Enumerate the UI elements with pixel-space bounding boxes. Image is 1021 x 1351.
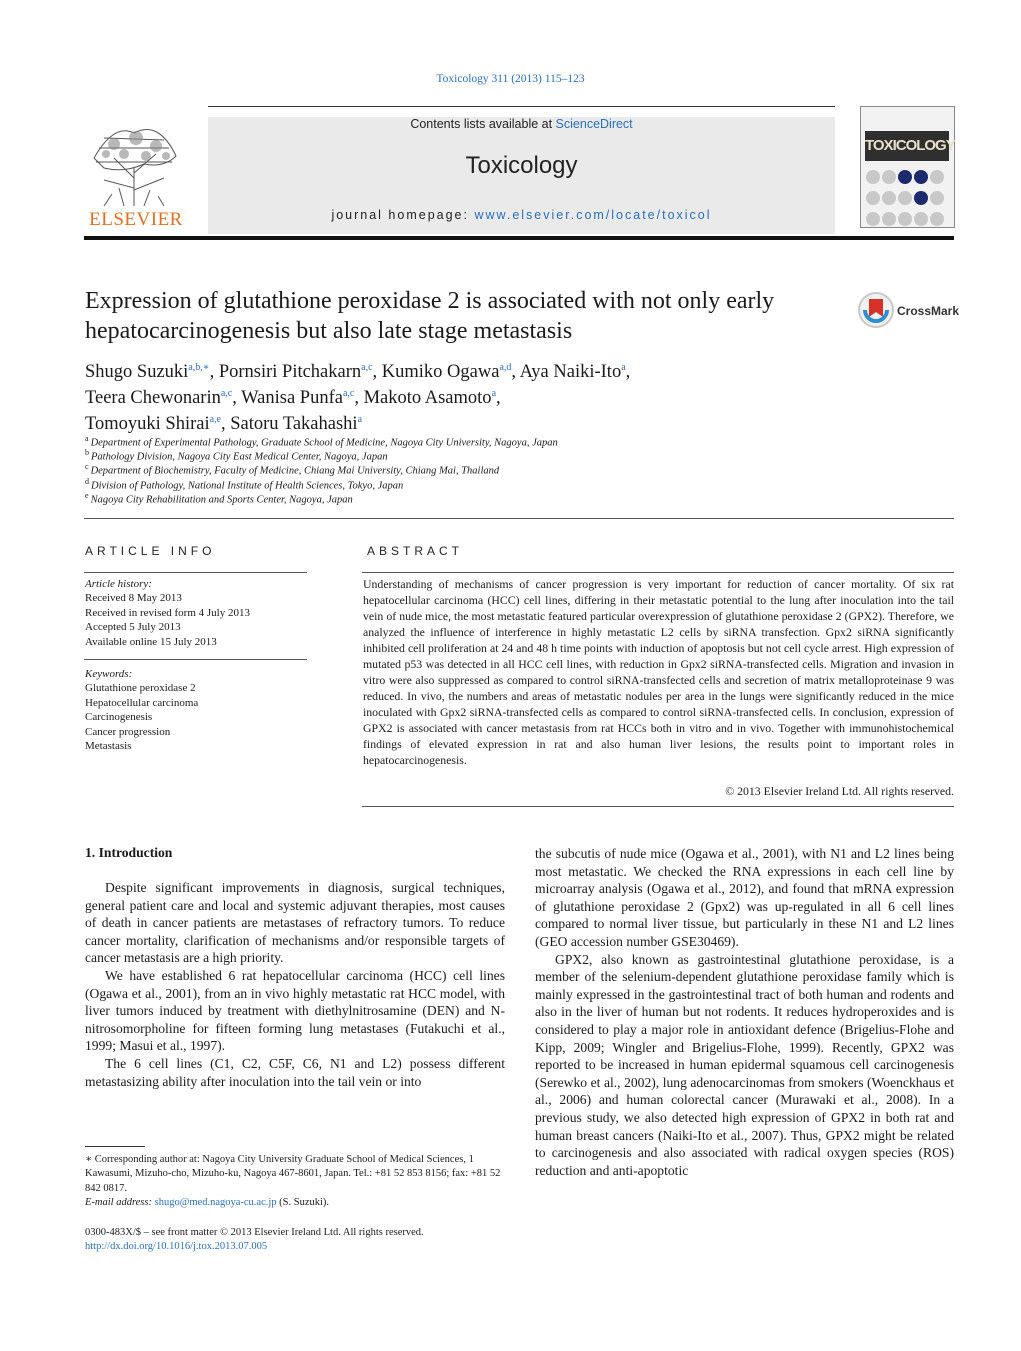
cover-dot	[898, 170, 912, 184]
author-affil-sup[interactable]: a	[357, 414, 363, 426]
author-name: Tomoyuki Shirai	[85, 414, 210, 435]
email-label: E-mail address:	[85, 1197, 155, 1208]
journal-citation-link[interactable]: Toxicology 311 (2013) 115–123	[436, 73, 585, 85]
keyword: Metastasis	[85, 740, 132, 753]
affiliation-text: Nagoya City Rehabilitation and Sports Center, Nagoya, Japan	[90, 494, 353, 506]
cover-dot	[898, 212, 912, 226]
body-paragraph: The 6 cell lines (C1, C2, C5F, C6, N1 and L2) possess different metastasizing ability after inoculation into the tail vein or into	[85, 1055, 505, 1089]
journal-cover-thumbnail[interactable]	[860, 106, 955, 228]
affiliation-key: d	[85, 477, 89, 486]
author-separator: ,	[209, 362, 219, 383]
author-separator: ,	[372, 362, 382, 383]
abstract-copyright: © 2013 Elsevier Ireland Ltd. All rights reserved.	[725, 784, 954, 798]
keyword: Carcinogenesis	[85, 711, 153, 724]
footnote-rule	[85, 1146, 145, 1147]
masthead-bottom-rule	[84, 236, 954, 240]
cover-dot-pattern	[865, 169, 951, 232]
author-name: Teera Chewonarin	[85, 388, 221, 409]
corresponding-author-note: ∗ Corresponding author at: Nagoya City University Graduate School of Medical Sciences, 1 Kawasumi, Mizuho-cho, Mizuho-ku, Nagoya 467-8601, Japan. Tel.: +81 52 853 8156; fax: +81 52 842 0817.	[85, 1154, 501, 1194]
cover-dot	[930, 170, 944, 184]
author-separator: ,	[496, 388, 501, 409]
cover-dot	[898, 191, 912, 205]
keyword: Glutathione peroxidase 2	[85, 682, 196, 695]
affiliation	[85, 489, 885, 508]
journal-homepage-line	[208, 208, 835, 222]
author[interactable]	[241, 388, 363, 408]
author-affil-sup[interactable]: a,d	[499, 362, 512, 373]
front-matter-rule	[84, 518, 954, 519]
body-column-right	[535, 845, 954, 1179]
abstract-bottom-rule	[362, 806, 954, 807]
article-history-label: Article history:	[85, 578, 152, 590]
body-paragraph: the subcutis of nude mice (Ogawa et al., 2001), with N1 and L2 lines being most metastatic. We checked the RNA expressions in each cell line by microarray analysis (Ogawa et al., 2012), and found that mRNA expression of glutathione peroxidase 2 (Gpx2) was up-regulated in all 6 cell lines compared to normal liver tissue, but particularly in these N1 and L2 lines (GEO accession number GSE30469).	[535, 846, 954, 949]
author-separator: ,	[221, 414, 231, 435]
author-name: Shugo Suzuki	[85, 362, 189, 383]
author[interactable]	[382, 362, 520, 382]
cover-dot	[914, 170, 928, 184]
homepage-url-link[interactable]: www.elsevier.com/locate/toxicol	[474, 208, 712, 222]
author[interactable]	[219, 362, 382, 382]
author-affil-sup[interactable]: a	[491, 388, 497, 400]
author-affil-sup[interactable]: a,b,∗	[188, 362, 210, 373]
author-name: Pornsiri Pitchakarn	[218, 362, 362, 383]
article-title: Expression of glutathione peroxidase 2 is associated with not only early hepatocarcinogenesis but also late stage metastasis	[85, 288, 775, 344]
elsevier-wordmark[interactable]: ELSEVIER	[89, 209, 183, 230]
author-affil-sup[interactable]: a,c	[361, 362, 373, 373]
contents-prefix: Contents lists available at	[410, 117, 556, 131]
author-name: Satoru Takahashi	[230, 414, 358, 435]
body-paragraph: GPX2, also known as gastrointestinal glutathione peroxidase, is a member of the selenium-dependent glutathione peroxidase family which is mainly expressed in the gastrointestinal tract of both human and rodents and also in the liver of human but not rodents. It reduces hydroperoxides and is considered to play a major role in antioxidant defence (Brigelius-Flohe and Kipp, 2009; Wingler and Brigelius-Flohe, 1999). Recently, GPX2 was reported to be increased in human epidermal squamous cell carcinogenesis (Serewko et al., 2002), lung adenocarcinomas from smokers (Woenckhaus et al., 2006) and human colorectal cancer (Murawaki et al., 2008). In a previous study, we also detected high expression of GPX2 in both rat and human breast cancers (Naiki-Ito et al., 2007). Thus, GPX2 might be related to carcinogenesis and also associated with radical oxygen species (ROS) reduction and anti-apoptotic	[535, 951, 954, 1178]
history-item: Accepted 5 July 2013	[85, 621, 181, 634]
cover-dot	[930, 191, 944, 205]
masthead-top-rule	[208, 106, 835, 107]
body-column-left	[85, 879, 505, 1090]
affiliation-text: Department of Biochemistry, Faculty of Medicine, Chiang Mai University, Chiang Mai, Thailand	[90, 465, 500, 477]
abstract-text: Understanding of mechanisms of cancer progression is very important for reduction of cancer mortality. Of six rat hepatocellular carcinoma (HCC) cell lines, differing in their metastatic potential to the lung after inoculation into the tail vein of nude mice, the most metastatic featured particular overexpression of glutathione peroxidase 2 (GPX2). Therefore, we analyzed the influence of interference in highly metastatic L2 cells by siRNA transfection. Gpx2 siRNA significantly inhibited cell proliferation at 24 and 48 h time points with induction of apoptosis but not cell cycle arrest. High expression of mutated p53 was detected in all HCC cell lines, with reduction in Gpx2 siRNA-transfected cells. Migration and invasion in vitro were also suppressed as compared to control siRNA-transfected cells and secretion of matrix metalloproteinase 9 was reduced. In vivo, the numbers and areas of metastatic nodules per area in the lungs were significantly reduced in the mice inoculated with Gpx2 siRNA-transfected cells as compared to control siRNA-transfected cells. In conclusion, expression of GPX2 is associated with cancer metastasis from rat HCCs both in vitro and in vivo. Together with immunohistochemical findings of elevated expression in rat and also human liver lesions, the results point to important roles in hepatocarcinogenesis.	[363, 577, 954, 767]
cover-dot	[882, 191, 896, 205]
keyword: Cancer progression	[85, 725, 171, 738]
keywords-label: Keywords:	[85, 668, 133, 680]
cover-dot	[882, 170, 896, 184]
abstract-heading: ABSTRACT	[367, 544, 464, 558]
abstract-rule	[362, 572, 954, 573]
author-list	[85, 357, 845, 435]
affiliation-key: b	[85, 448, 89, 457]
cover-dot	[866, 212, 880, 226]
author-separator: ,	[625, 362, 631, 383]
email-suffix: (S. Suzuki).	[276, 1197, 330, 1208]
author-name: Kumiko Ogawa	[381, 362, 500, 383]
crossmark-label[interactable]: CrossMark	[897, 304, 960, 318]
article-info-rule	[84, 659, 307, 660]
author[interactable]	[85, 362, 219, 382]
history-item: Received 8 May 2013	[85, 592, 182, 605]
cover-dot	[930, 212, 944, 226]
author-separator: ,	[354, 388, 364, 409]
history-item: Received in revised form 4 July 2013	[85, 606, 250, 619]
crossmark-icon[interactable]	[858, 291, 898, 329]
author[interactable]	[85, 388, 241, 408]
issn-line: 0300-483X/$ – see front matter © 2013 Elsevier Ireland Ltd. All rights reserved.	[85, 1227, 424, 1238]
author-affil-sup[interactable]: a,c	[220, 388, 233, 400]
article-info-heading: ARTICLE INFO	[85, 544, 216, 558]
cover-dot	[914, 191, 928, 205]
affiliation-text: Pathology Division, Nagoya City East Medical Center, Nagoya, Japan	[91, 451, 388, 463]
sciencedirect-link[interactable]: ScienceDirect	[555, 117, 633, 131]
author[interactable]	[364, 388, 501, 408]
cover-dot	[866, 170, 880, 184]
cover-dot	[914, 212, 928, 226]
author-affil-sup[interactable]: a	[621, 362, 626, 373]
affiliation-key: c	[85, 462, 89, 471]
body-paragraph: We have established 6 rat hepatocellular carcinoma (HCC) cell lines (Ogawa et al., 2001), from an in vivo highly metastatic rat HCC model, with liver tumors induced by treatment with diethylnitrosamine (DEN) and N-nitrosomorpholine for fifteen forming lung metastases (Futakuchi et al., 1999; Masui et al., 1997).	[85, 967, 505, 1054]
body-paragraph: Despite significant improvements in diagnosis, surgical techniques, general patient care and local and systemic adjuvant therapies, most causes of death in cancer patients are metastases of refractory tumors. To reduce cancer mortality, clarification of mechanisms and/or responsible targets of cancer metastasis are a high priority.	[85, 880, 505, 966]
affiliation-text: Division of Pathology, National Institute of Health Sciences, Tokyo, Japan	[91, 480, 404, 492]
author[interactable]	[520, 362, 631, 382]
email-note	[85, 1196, 505, 1210]
affiliation-key: a	[85, 434, 89, 443]
author-separator: ,	[232, 388, 242, 409]
article-info-rule	[84, 572, 307, 573]
history-item: Available online 15 July 2013	[85, 635, 217, 648]
affiliation-key: e	[85, 491, 89, 500]
cover-title: TOXICOLOGY	[865, 131, 949, 161]
journal-name[interactable]: Toxicology	[465, 152, 578, 179]
keywords	[85, 667, 305, 753]
section-heading-introduction: 1. Introduction	[85, 845, 173, 860]
keyword: Hepatocellular carcinoma	[85, 696, 199, 709]
doi-link[interactable]: http://dx.doi.org/10.1016/j.tox.2013.07.005	[85, 1241, 268, 1252]
homepage-prefix: journal homepage:	[331, 208, 475, 222]
contents-line	[208, 117, 835, 131]
author-affil-sup[interactable]: a,e	[209, 414, 221, 426]
email-link[interactable]: shugo@med.nagoya-cu.ac.jp	[154, 1197, 277, 1208]
author-affil-sup[interactable]: a,c	[342, 388, 355, 400]
article-history	[85, 577, 305, 649]
cover-dot	[882, 212, 896, 226]
author-name: Wanisa Punfa	[241, 388, 343, 409]
author-separator: ,	[511, 362, 520, 383]
affiliation-text: Department of Experimental Pathology, Graduate School of Medicine, Nagoya City University, Nagoya, Japan	[90, 437, 558, 449]
cover-dot	[866, 191, 880, 205]
author-name: Aya Naiki-Ito	[519, 362, 622, 383]
author-name: Makoto Asamoto	[363, 388, 492, 409]
